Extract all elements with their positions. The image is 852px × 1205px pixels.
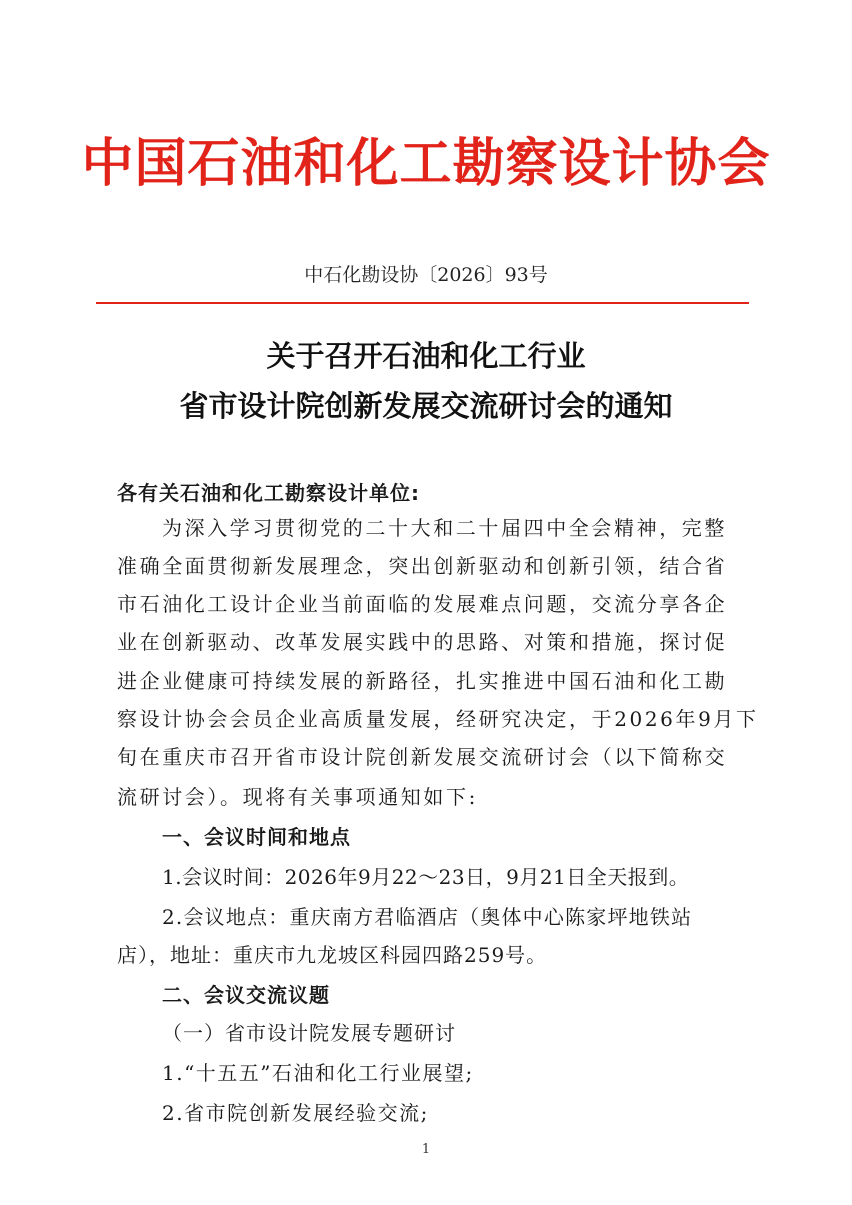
notice-title-line-2: 省市设计院创新发展交流研讨会的通知	[179, 389, 673, 423]
intro-line: 准确全面贯彻新发展理念，突出创新驱动和创新引领，结合省	[117, 554, 728, 578]
intro-line: 旬在重庆市召开省市设计院创新发展交流研讨会（以下简称交	[117, 745, 728, 769]
intro-line: 进企业健康可持续发展的新路径，扎实推进中国石油和化工勘	[117, 669, 728, 693]
intro-line: 察设计协会会员企业高质量发展，经研究决定，于2026年9月下	[117, 707, 759, 731]
meeting-place-line-1: 2.会议地点：重庆南方君临酒店（奥体中心陈家坪地铁站	[162, 905, 693, 929]
red-divider-line	[96, 302, 749, 304]
intro-line: 流研讨会）。现将有关事项通知如下:	[117, 785, 478, 809]
topic-item: 1.“十五五”石油和化工行业展望;	[162, 1061, 474, 1085]
topic-item: 2.省市院创新发展经验交流;	[162, 1101, 429, 1125]
page-number: 1	[421, 1142, 431, 1157]
document-number: 中石化勘设协〔2026〕93号	[304, 264, 548, 286]
notice-title-line-1: 关于召开石油和化工行业	[266, 339, 586, 373]
intro-line: 为深入学习贯彻党的二十大和二十届四中全会精神，完整	[162, 516, 727, 540]
salutation: 各有关石油和化工勘察设计单位:	[117, 481, 420, 505]
intro-line: 市石油化工设计企业当前面临的发展难点问题，交流分享各企	[117, 592, 728, 616]
organization-header: 中国石油和化工勘察设计协会	[81, 133, 771, 194]
section-heading-1: 一、会议时间和地点	[162, 825, 351, 849]
meeting-place-line-2: 店），地址：重庆市九龙坡区科园四路259号。	[117, 943, 548, 967]
intro-line: 业在创新驱动、改革发展实践中的思路、对策和措施，探讨促	[117, 630, 728, 654]
section-heading-2: 二、会议交流议题	[162, 983, 330, 1007]
meeting-time: 1.会议时间：2026年9月22～23日，9月21日全天报到。	[162, 865, 690, 889]
subsection-heading: （一）省市设计院发展专题研讨	[162, 1021, 456, 1045]
